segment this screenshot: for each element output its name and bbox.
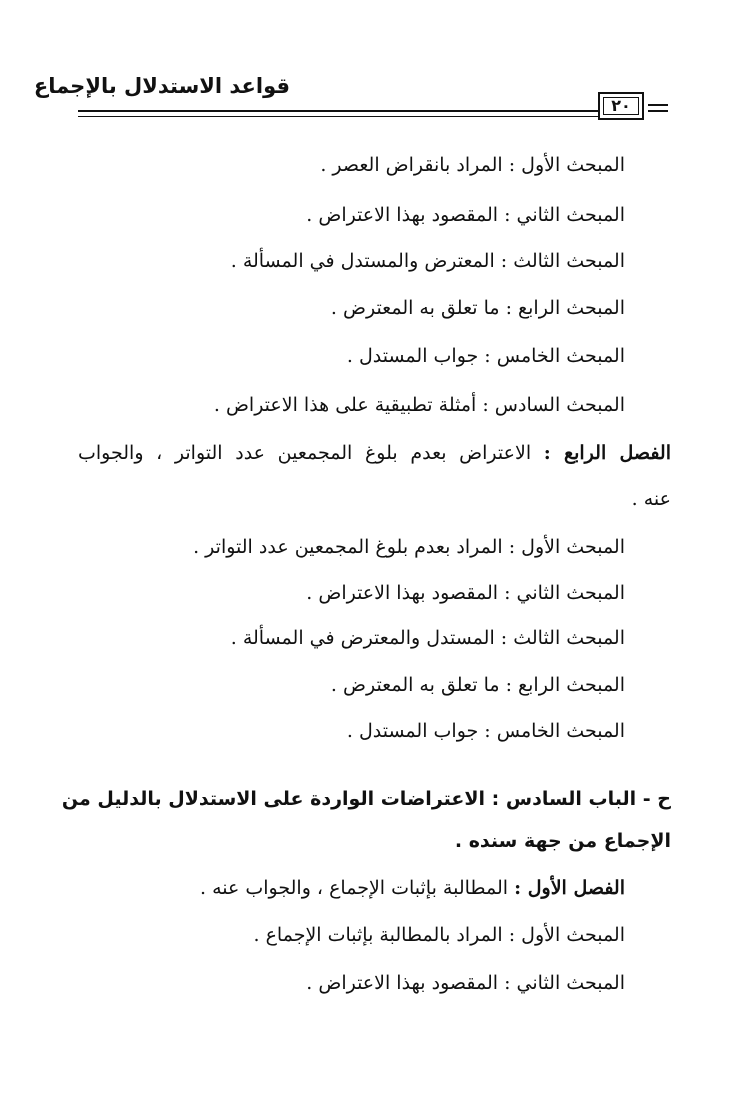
page-number: ٢٠ [598,92,644,120]
chapter-heading [78,438,671,468]
chapter-heading [200,873,625,903]
list-item: المبحث الثاني : المقصود بهذا الاعتراض . [306,972,625,994]
list-item: المبحث الثاني : المقصود بهذا الاعتراض . [306,204,625,226]
chapter-label: الفصل الأول : [514,877,625,899]
chapter-text-continued: عنه . [631,488,671,510]
header-rule [78,110,598,112]
list-item: المبحث السادس : أمثلة تطبيقية على هذا الاعتراض . [213,394,625,416]
chapter-label: الفصل الرابع : [543,442,671,464]
list-item: المبحث الأول : المراد بانقراض العصر . [320,154,625,176]
list-item: المبحث الأول : المراد بالمطالبة بإثبات الإجماع . [253,924,625,946]
list-item: المبحث الثالث : المعترض والمستدل في المسألة . [230,250,625,272]
list-item: المبحث الرابع : ما تعلق به المعترض . [330,297,625,319]
list-item: المبحث الخامس : جواب المستدل . [346,720,625,742]
list-item: المبحث الثاني : المقصود بهذا الاعتراض . [306,582,625,604]
section-heading: ح - الباب السادس : الاعتراضات الواردة على الاستدلال بالدليل من [61,788,671,810]
chapter-text: المطالبة بإثبات الإجماع ، والجواب عنه . [200,877,509,899]
header-rule [78,116,598,117]
chapter-text: الاعتراض بعدم بلوغ المجمعين عدد التواتر ، والجواب [78,442,532,464]
list-item: المبحث الخامس : جواب المستدل . [346,345,625,367]
section-heading-continued: الإجماع من جهة سنده . [454,830,671,852]
header-rule [648,104,668,106]
list-item: المبحث الثالث : المستدل والمعترض في المسألة . [230,627,625,649]
list-item: المبحث الرابع : ما تعلق به المعترض . [330,674,625,696]
list-item: المبحث الأول : المراد بعدم بلوغ المجمعين عدد التواتر . [193,536,625,558]
running-title: قواعد الاستدلال بالإجماع [33,74,290,98]
header-rule [648,110,668,112]
